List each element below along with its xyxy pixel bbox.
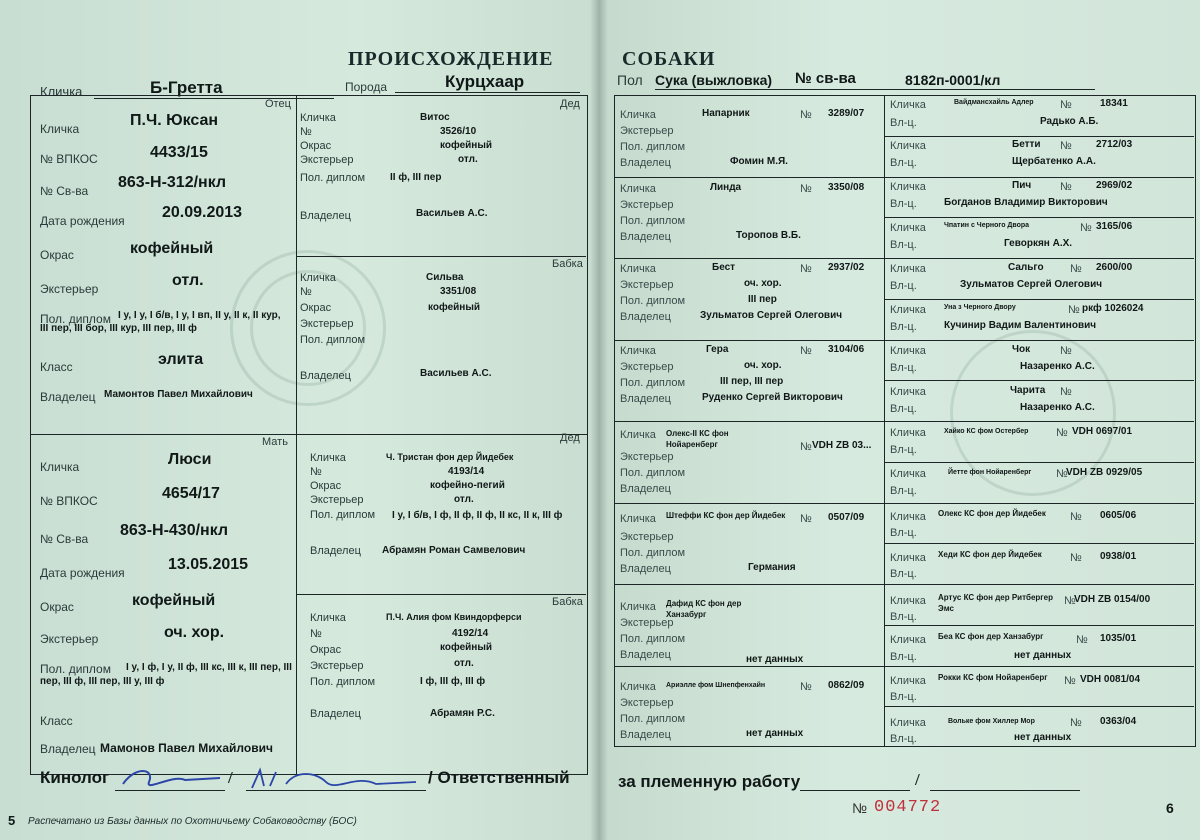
gen3-name: Ариэлле фом Шнепфенхайн — [666, 682, 766, 689]
gen3-name-label: Кличка — [620, 601, 656, 613]
mother-diplom-label: Пол. диплом — [40, 662, 111, 676]
breed-label: Порода — [345, 80, 388, 94]
gen3-owner: Фомин М.Я. — [730, 156, 788, 167]
gen3-exterier-label: Экстерьер — [620, 279, 674, 291]
name-label: Кличка — [40, 84, 83, 99]
gen4-owner-label: Вл-ц. — [890, 321, 917, 333]
gen3-divider — [614, 584, 1194, 585]
ff-no: 3526/10 — [440, 126, 477, 137]
gen3-diplom-label: Пол. диплом — [620, 467, 686, 479]
gen3-name-label: Кличка — [620, 429, 656, 441]
gen4-name: Сальго — [1008, 262, 1044, 273]
mm-okras-label: Окрас — [310, 644, 342, 656]
gen3-name-label: Кличка — [620, 513, 656, 525]
gen3-owner-label: Владелец — [620, 393, 671, 405]
mm-owner: Абрамян Р.С. — [430, 708, 495, 719]
gen4-name: Чпатин с Черного Двора — [944, 222, 1030, 229]
gen4-name-label: Кличка — [890, 99, 926, 111]
gen4-name-label: Кличка — [890, 140, 926, 152]
gen4-name: Хайко КС фом Остербер — [944, 428, 1029, 435]
gen4-owner-label: Вл-ц. — [890, 568, 917, 580]
gen4-name: Чок — [1012, 344, 1031, 355]
mm-diplom: I ф, III ф, III ф — [420, 676, 486, 687]
father-vpkos: 4433/15 — [150, 144, 208, 161]
mf-owner-label: Владелец — [310, 545, 361, 557]
father-dob: 20.09.2013 — [162, 204, 243, 221]
father-okras-label: Окрас — [40, 248, 74, 262]
gen3-no-label: № — [800, 183, 812, 195]
gen4-name-label: Кличка — [890, 675, 926, 687]
ff-label: Дед — [560, 98, 580, 110]
mother-owner-label: Владелец — [40, 742, 96, 756]
slash-separator-right: / — [915, 770, 920, 789]
gen4-divider — [884, 706, 1194, 707]
gen3-name: Штеффи КС фон дер Йидебек — [666, 511, 786, 520]
mother-name: Люси — [168, 451, 212, 468]
left-page-number: 5 — [8, 813, 16, 828]
fm-name-label: Кличка — [300, 272, 336, 284]
mother-exterier-label: Экстерьер — [40, 632, 99, 646]
gen4-owner-label: Вл-ц. — [890, 403, 917, 415]
ff-exterier-label: Экстерьер — [300, 154, 354, 166]
gen3-name: Бест — [712, 262, 736, 273]
gen4-no-label: № — [1060, 386, 1072, 398]
gen4-name-label: Кличка — [890, 717, 926, 729]
gen4-owner-label: Вл-ц. — [890, 611, 917, 623]
mother-grandparents-divider — [296, 594, 586, 595]
gen3-name-label: Кличка — [620, 681, 656, 693]
title-left: ПРОИСХОЖДЕНИЕ — [348, 48, 554, 70]
gen4-no: VDH 0697/01 — [1072, 426, 1133, 437]
mother-name-label: Кличка — [40, 460, 80, 474]
gen3-no-label: № — [800, 441, 812, 453]
gen3-no-label: № — [800, 345, 812, 357]
gen4-no-label: № — [1070, 552, 1082, 564]
mm-exterier: отл. — [454, 658, 474, 669]
gen4-divider — [884, 177, 1194, 178]
gen3-owner-label: Владелец — [620, 483, 671, 495]
mother-exterier: оч. хор. — [164, 624, 225, 641]
gen4-no-label: № — [1070, 511, 1082, 523]
otvetstvenny-label: / Ответственный — [428, 768, 570, 787]
father-diplom-label: Пол. диплом — [40, 312, 111, 326]
gen3-no-label: № — [800, 109, 812, 121]
breed-underline — [395, 92, 580, 93]
gen4-owner: Щербатенко А.А. — [1012, 156, 1096, 167]
mm-name-label: Кличка — [310, 612, 346, 624]
gen4-no: 3165/06 — [1096, 221, 1133, 232]
mf-label: Дед — [560, 432, 580, 444]
mother-vpkos: 4654/17 — [162, 485, 220, 502]
gen4-name: Олекс КС фон дер Йидебек — [938, 509, 1046, 518]
ff-name-label: Кличка — [300, 112, 336, 124]
gen3-no: VDH ZB 03... — [812, 440, 872, 451]
kinolog-label: Кинолог — [40, 768, 110, 787]
mm-exterier-label: Экстерьер — [310, 660, 364, 672]
gen4-no-label: № — [1070, 717, 1082, 729]
gen4-owner: Геворкян А.Х. — [1004, 238, 1073, 249]
fm-okras: кофейный — [428, 302, 481, 313]
fm-no-label: № — [300, 286, 312, 298]
father-vpkos-label: № ВПКОС — [40, 152, 98, 166]
gen4-owner-label: Вл-ц. — [890, 527, 917, 539]
mf-owner: Абрамян Роман Самвелович — [382, 545, 526, 556]
gen3-diplom-label: Пол. диплом — [620, 633, 686, 645]
gen3-name-label: Кличка — [620, 109, 656, 121]
gen4-divider — [884, 136, 1194, 137]
fm-owner: Васильев А.С. — [420, 368, 492, 379]
gen4-no: VDH 0081/04 — [1080, 674, 1141, 685]
gen4-no-label: № — [1080, 222, 1092, 234]
gen3-name: Гера — [706, 344, 729, 355]
gen4-divider — [884, 217, 1194, 218]
gen3-diplom-label: Пол. диплом — [620, 713, 686, 725]
gen3-owner-label: Владелец — [620, 231, 671, 243]
mother-svva: 863-Н-430/нкл — [120, 522, 229, 539]
gen3-diplom-label: Пол. диплом — [620, 215, 686, 227]
gen3-diplom-label: Пол. диплом — [620, 377, 686, 389]
gen4-divider — [884, 462, 1194, 463]
left-column-divider — [296, 95, 297, 775]
ff-name: Витос — [420, 112, 450, 123]
father-label: Отец — [265, 98, 291, 110]
gen4-divider — [884, 503, 1194, 504]
gen3-no: 3350/08 — [828, 182, 865, 193]
parents-divider — [30, 434, 588, 435]
gen4-owner: нет данных — [1014, 650, 1072, 661]
responsible-signature-line — [800, 790, 910, 791]
gen4-no: 0938/01 — [1100, 551, 1137, 562]
gen4-owner: Зульматов Сергей Олегович — [960, 279, 1103, 290]
slash-separator: / — [228, 768, 233, 787]
gen4-name: Уна з Черного Двору — [944, 304, 1016, 311]
gen4-name: Вольке фом Хиллер Мор — [948, 718, 1035, 725]
cert-label: № св-ва — [795, 70, 856, 87]
gen4-owner-label: Вл-ц. — [890, 444, 917, 456]
ff-exterier: отл. — [458, 154, 478, 165]
gen4-owner-label: Вл-ц. — [890, 157, 917, 169]
mm-diplom-label: Пол. диплом — [310, 676, 376, 688]
mother-klass-label: Класс — [40, 714, 73, 728]
gen3-no-label: № — [800, 513, 812, 525]
gen3-no: 0862/09 — [828, 680, 865, 691]
fm-label: Бабка — [552, 258, 583, 270]
mf-no-label: № — [310, 466, 322, 478]
gen4-owner-label: Вл-ц. — [890, 117, 917, 129]
mother-svva-label: № Св-ва — [40, 532, 89, 546]
responsible-name-line — [930, 790, 1080, 791]
gen3-owner-label: Владелец — [620, 649, 671, 661]
gen4-no-label: № — [1064, 675, 1076, 687]
gen4-name-label: Кличка — [890, 263, 926, 275]
source-note: Распечатано из Базы данных по Охотничьему Собаководству (БОС) — [28, 816, 357, 827]
gen3-diplom-label: Пол. диплом — [620, 141, 686, 153]
gen4-owner-label: Вл-ц. — [890, 733, 917, 745]
father-name: П.Ч. Юксан — [130, 112, 219, 129]
gen4-divider — [884, 380, 1194, 381]
serial-number: 004772 — [874, 798, 942, 817]
gen3-owner-label: Владелец — [620, 563, 671, 575]
gen3-no-label: № — [800, 681, 812, 693]
father-dob-label: Дата рождения — [40, 214, 125, 228]
gen4-name: Пич — [1012, 180, 1032, 191]
mm-okras: кофейный — [440, 642, 493, 653]
ff-okras: кофейный — [440, 140, 493, 151]
gen3-diplom: III пер — [748, 294, 777, 305]
mf-no: 4193/14 — [448, 466, 485, 477]
father-owner-label: Владелец — [40, 390, 96, 404]
gen3-name: Напарник — [702, 108, 750, 119]
breed-value: Курцхаар — [445, 72, 525, 91]
gen3-exterier-label: Экстерьер — [620, 617, 674, 629]
gen3-exterier-label: Экстерьер — [620, 361, 674, 373]
gen3-divider — [614, 503, 884, 504]
sex-label: Пол — [617, 72, 643, 88]
father-svva: 863-Н-312/нкл — [118, 174, 227, 191]
gen4-owner-label: Вл-ц. — [890, 362, 917, 374]
father-svva-label: № Св-ва — [40, 184, 89, 198]
gen4-name-label: Кличка — [890, 634, 926, 646]
gen4-no-label: № — [1076, 634, 1088, 646]
gen3-exterier: оч. хор. — [744, 278, 782, 289]
gen3-exterier: оч. хор. — [744, 360, 782, 371]
gen4-name: Вайдмансхайль Адлер — [954, 99, 1034, 106]
gen4-name-label: Кличка — [890, 222, 926, 234]
fm-exterier-label: Экстерьер — [300, 318, 354, 330]
gen4-owner: Кучинир Вадим Валентинович — [944, 320, 1097, 331]
gen3-no: 3289/07 — [828, 108, 865, 119]
gen4-no-label: № — [1060, 345, 1072, 357]
gen3-name: Линда — [710, 182, 742, 193]
mf-diplom: I у, I б/в, I ф, II ф, II ф, II кс, II к, III ф — [392, 510, 563, 521]
fm-no: 3351/08 — [440, 286, 477, 297]
gen4-divider — [884, 340, 1194, 341]
fm-diplom-label: Пол. диплом — [300, 334, 366, 346]
gen4-owner-label: Вл-ц. — [890, 691, 917, 703]
gen4-name: Чарита — [1010, 385, 1046, 396]
gen3-diplom-label: Пол. диплом — [620, 547, 686, 559]
gen4-owner: Назаренко А.С. — [1020, 361, 1095, 372]
father-klass-label: Класс — [40, 360, 73, 374]
gen3-divider — [614, 177, 884, 178]
gen4-divider — [884, 299, 1194, 300]
ff-no-label: № — [300, 126, 312, 138]
gen3-owner-label: Владелец — [620, 729, 671, 741]
gen3-exterier-label: Экстерьер — [620, 199, 674, 211]
mf-name-label: Кличка — [310, 452, 346, 464]
mf-name: Ч. Тристан фон дер Йидебек — [386, 452, 514, 462]
gen4-owner-label: Вл-ц. — [890, 651, 917, 663]
za-rabotu-label: за племенную работу — [618, 772, 801, 791]
mf-okras: кофейно-пегий — [430, 480, 505, 491]
mm-owner-label: Владелец — [310, 708, 361, 720]
gen4-no: 2600/00 — [1096, 262, 1133, 273]
father-klass: элита — [158, 351, 204, 368]
gen3-diplom-label: Пол. диплом — [620, 295, 686, 307]
gen3-diplom: III пер, III пер — [720, 376, 784, 387]
father-okras: кофейный — [130, 240, 214, 257]
gen4-name-label: Кличка — [890, 304, 926, 316]
gen4-owner-label: Вл-ц. — [890, 485, 917, 497]
gen4-owner: Радько А.Б. — [1040, 116, 1099, 127]
gen4-name: Хеди КС фон дер Йидебек — [938, 550, 1042, 559]
gen4-name-label: Кличка — [890, 595, 926, 607]
gen4-no-label: № — [1056, 427, 1068, 439]
gen3-owner: Германия — [748, 562, 796, 573]
mother-owner: Мамонов Павел Михайлович — [100, 741, 273, 755]
handwritten-name — [246, 764, 426, 794]
gen4-no-label: № — [1060, 140, 1072, 152]
gen4-name: Бетти — [1012, 139, 1041, 150]
book-fold — [590, 0, 608, 840]
gen4-name-label: Кличка — [890, 345, 926, 357]
father-grandparents-divider — [296, 256, 586, 257]
gen4-no: 18341 — [1100, 98, 1128, 109]
gen4-no-label: № — [1070, 263, 1082, 275]
gen4-no-label: № — [1064, 595, 1076, 607]
gen4-name-label: Кличка — [890, 427, 926, 439]
father-exterier-label: Экстерьер — [40, 282, 99, 296]
gen3-owner: Зульматов Сергей Олегович — [700, 310, 843, 321]
sex-value: Сука (выжловка) — [655, 72, 773, 88]
mother-okras: кофейный — [132, 592, 216, 609]
gen3-divider — [614, 258, 1194, 259]
fm-owner-label: Владелец — [300, 370, 351, 382]
serial-prefix: № — [852, 800, 868, 816]
gen3-name: Олекс-II КС фон Нойаренберг — [666, 429, 729, 449]
mf-exterier-label: Экстерьер — [310, 494, 364, 506]
ff-owner: Васильев А.С. — [416, 208, 488, 219]
gen4-name: Рокки КС фом Нойаренберг — [938, 673, 1048, 682]
mm-no: 4192/14 — [452, 628, 489, 639]
gen4-no-label: № — [1068, 304, 1080, 316]
father-exterier: отл. — [172, 272, 204, 289]
gen4-no: 0605/06 — [1100, 510, 1137, 521]
gen4-owner: нет данных — [1014, 732, 1072, 743]
gen3-no: 2937/02 — [828, 262, 865, 273]
ff-okras-label: Окрас — [300, 140, 332, 152]
gen4-name: Йетте фон Нойаренберг — [948, 469, 1032, 476]
gen3-owner: нет данных — [746, 728, 804, 739]
gen4-owner-label: Вл-ц. — [890, 280, 917, 292]
right-page-number: 6 — [1166, 800, 1174, 816]
gen4-no: VDH ZB 0154/00 — [1074, 594, 1151, 605]
gen4-owner: Назаренко А.С. — [1020, 402, 1095, 413]
gen4-no: ркф 1026024 — [1082, 303, 1144, 314]
mother-label: Мать — [262, 436, 288, 448]
gen4-no-label: № — [1056, 468, 1068, 480]
gen4-owner: Богданов Владимир Викторович — [944, 197, 1108, 208]
mf-diplom-label: Пол. диплом — [310, 509, 376, 521]
gen3-owner: Руденко Сергей Викторович — [702, 392, 843, 403]
gen4-no: 0363/04 — [1100, 716, 1137, 727]
mm-no-label: № — [310, 628, 322, 640]
gen4-no: 2969/02 — [1096, 180, 1133, 191]
gen4-name-label: Кличка — [890, 511, 926, 523]
gen4-no: 2712/03 — [1096, 139, 1133, 150]
gen4-name: Артус КС фон дер Ритбергер Эмс — [938, 593, 1053, 613]
mf-exterier: отл. — [454, 494, 474, 505]
mother-vpkos-label: № ВПКОС — [40, 494, 98, 508]
gen4-divider — [884, 625, 1194, 626]
gen3-exterier-label: Экстерьер — [620, 697, 674, 709]
mm-name: П.Ч. Алия фом Квиндорферси — [386, 612, 522, 622]
gen3-no: 3104/06 — [828, 344, 865, 355]
gen4-owner-label: Вл-ц. — [890, 198, 917, 210]
fm-okras-label: Окрас — [300, 302, 332, 314]
father-diplom: I у, I у, I б/в, I у, I вп, II у, II к, II кур, III пер, III бор, III кур, III пер, III ф — [40, 310, 281, 334]
mother-okras-label: Окрас — [40, 600, 74, 614]
gen4-no-label: № — [1060, 181, 1072, 193]
cert-value: 8182п-0001/кл — [905, 72, 1001, 88]
gen4-divider — [884, 666, 1194, 667]
father-owner: Мамонтов Павел Михайлович — [104, 389, 253, 400]
gen4-name: Беа КС фон дер Ханзабург — [938, 632, 1044, 641]
gen3-name-label: Кличка — [620, 183, 656, 195]
mother-dob-label: Дата рождения — [40, 566, 125, 580]
gen3-name-label: Кличка — [620, 345, 656, 357]
gen3-owner: Торопов В.Б. — [736, 230, 801, 241]
gen4-no-label: № — [1060, 99, 1072, 111]
gen4-name-label: Кличка — [890, 386, 926, 398]
mf-okras-label: Окрас — [310, 480, 342, 492]
ff-diplom: II ф, III пер — [390, 172, 442, 183]
gen3-divider — [614, 340, 884, 341]
gen3-name: Дафид КС фон дер Ханзабург — [666, 599, 742, 619]
gen3-name-label: Кличка — [620, 263, 656, 275]
dog-name: Б-Гретта — [150, 78, 223, 97]
signature-scribble — [115, 764, 225, 794]
gen4-owner-label: Вл-ц. — [890, 239, 917, 251]
gen3-owner-label: Владелец — [620, 311, 671, 323]
gen4-divider — [884, 543, 1194, 544]
gen4-no: VDH ZB 0929/05 — [1066, 467, 1143, 478]
gen4-name-label: Кличка — [890, 181, 926, 193]
sex-underline — [655, 89, 1095, 90]
gen3-divider — [614, 421, 1194, 422]
gen4-name-label: Кличка — [890, 552, 926, 564]
fm-name: Сильва — [426, 272, 464, 283]
title-right: СОБАКИ — [622, 48, 716, 70]
ff-diplom-label: Пол. диплом — [300, 172, 366, 184]
ff-owner-label: Владелец — [300, 210, 351, 222]
gen3-exterier-label: Экстерьер — [620, 451, 674, 463]
gen3-divider — [614, 666, 884, 667]
gen3-owner: нет данных — [746, 654, 804, 665]
mother-dob: 13.05.2015 — [168, 556, 249, 573]
gen4-no: 1035/01 — [1100, 633, 1137, 644]
gen3-no: 0507/09 — [828, 512, 865, 523]
mother-diplom: I у, I ф, I у, II ф, III кс, III к, III пер, III пер, III ф, III пер, III у, III ф — [40, 662, 292, 687]
mm-label: Бабка — [552, 596, 583, 608]
gen3-no-label: № — [800, 263, 812, 275]
father-name-label: Кличка — [40, 122, 80, 136]
gen4-name-label: Кличка — [890, 468, 926, 480]
gen3-exterier-label: Экстерьер — [620, 531, 674, 543]
gen3-exterier-label: Экстерьер — [620, 125, 674, 137]
gen3-owner-label: Владелец — [620, 157, 671, 169]
